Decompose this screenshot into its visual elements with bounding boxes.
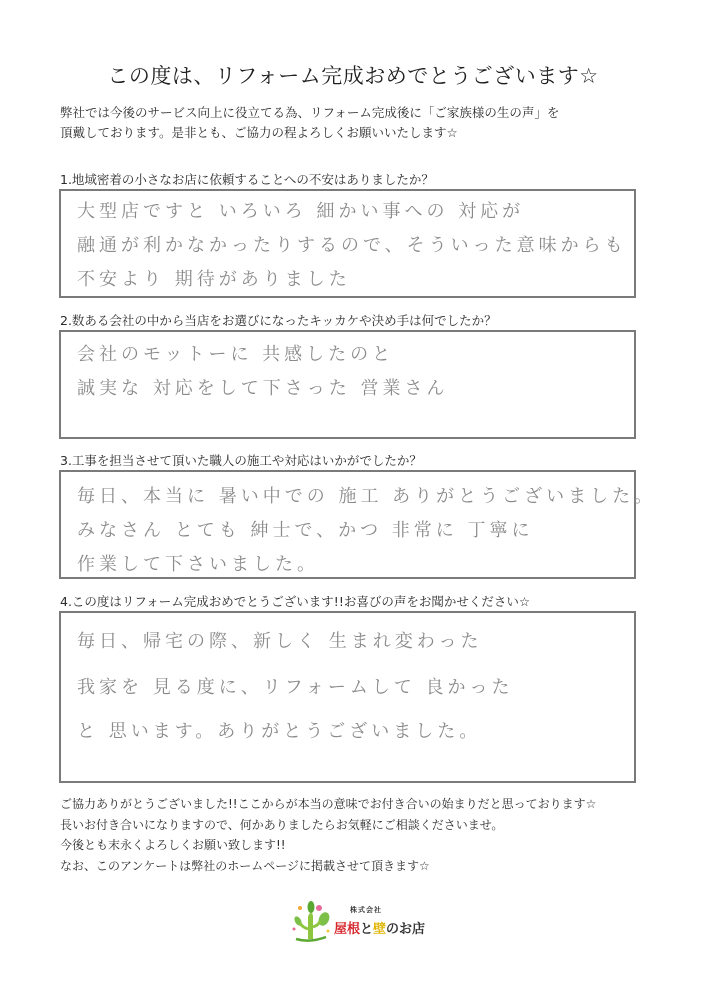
page-title: この度は、リフォーム完成おめでとうございます☆ [107, 64, 599, 88]
tree-logo-icon [288, 899, 334, 943]
handwritten-line: みなさん とても 紳士で、かつ 非常に 丁寧に [77, 520, 534, 541]
company-logo [288, 899, 428, 944]
logo-company-name [334, 918, 425, 937]
answer-box-3 [59, 470, 657, 579]
answer-box-4 [59, 611, 636, 783]
handwritten-line: 大型店ですと いろいろ 細かい事への 対応が [77, 201, 525, 222]
answer-box-1 [59, 189, 636, 298]
intro-text [60, 103, 559, 143]
question-2-label: 2.数ある会社の中から当店をお選びになったキッカケや決め手は何でしたか？ [60, 313, 497, 328]
logo-name-shop: のお店 [386, 922, 426, 937]
logo-company-type: 株式会社 [350, 906, 382, 914]
handwritten-line: 毎日、本当に 暑い中での 施工 ありがとうございました。 [77, 486, 657, 507]
handwritten-line: と 思います。ありがとうございました。 [77, 721, 482, 742]
logo-name-wall: 壁 [373, 922, 387, 937]
handwritten-line: 我家を 見る度に、リフォームして 良かった [77, 677, 514, 698]
logo-name-and: と [360, 922, 374, 937]
handwritten-line: 作業して下さいました。 [77, 554, 319, 575]
logo-name-roof: 屋根 [334, 922, 361, 937]
closing-line: ご協力ありがとうございました!!ここからが本当の意味でお付き合いの始まりだと思っております☆ [60, 797, 597, 811]
closing-line: 今後とも末永くよろしくお願い致します!! [60, 838, 286, 852]
intro-line: 弊社では今後のサービス向上に役立てる為、リフォーム完成後に「ご家族様の生の声」を [60, 105, 560, 120]
intro-line: 頂戴しております。是非とも、ご協力の程よろしくお願いいたします☆ [60, 125, 458, 140]
handwritten-line: 誠実な 対応をして下さった 営業さん [77, 378, 449, 399]
question-4-label: 4.この度はリフォーム完成おめでとうございます!!お喜びの声をお聞かせください☆ [60, 594, 531, 609]
closing-message [60, 794, 596, 876]
handwritten-line: 融通が利かなかったりするので、そういった意味からも [77, 235, 627, 256]
closing-line: 長いお付き合いになりますので、何かありましたらお気軽にご相談くださいませ。 [60, 817, 504, 832]
handwritten-line: 不安より 期待がありました [77, 269, 351, 290]
handwritten-line: 会社のモットーに 共感したのと [77, 344, 395, 365]
question-1-label: 1.地域密着の小さなお店に依頼することへの不安はありましたか？ [60, 172, 434, 187]
handwritten-line: 毎日、帰宅の際、新しく 生まれ変わった [77, 631, 483, 652]
question-3-label: 3.工事を担当させて頂いた職人の施工や対応はいかがでしたか？ [60, 453, 422, 468]
answer-box-2 [59, 330, 636, 439]
closing-line: なお、このアンケートは弊社のホームページに掲載させて頂きます☆ [60, 858, 430, 873]
